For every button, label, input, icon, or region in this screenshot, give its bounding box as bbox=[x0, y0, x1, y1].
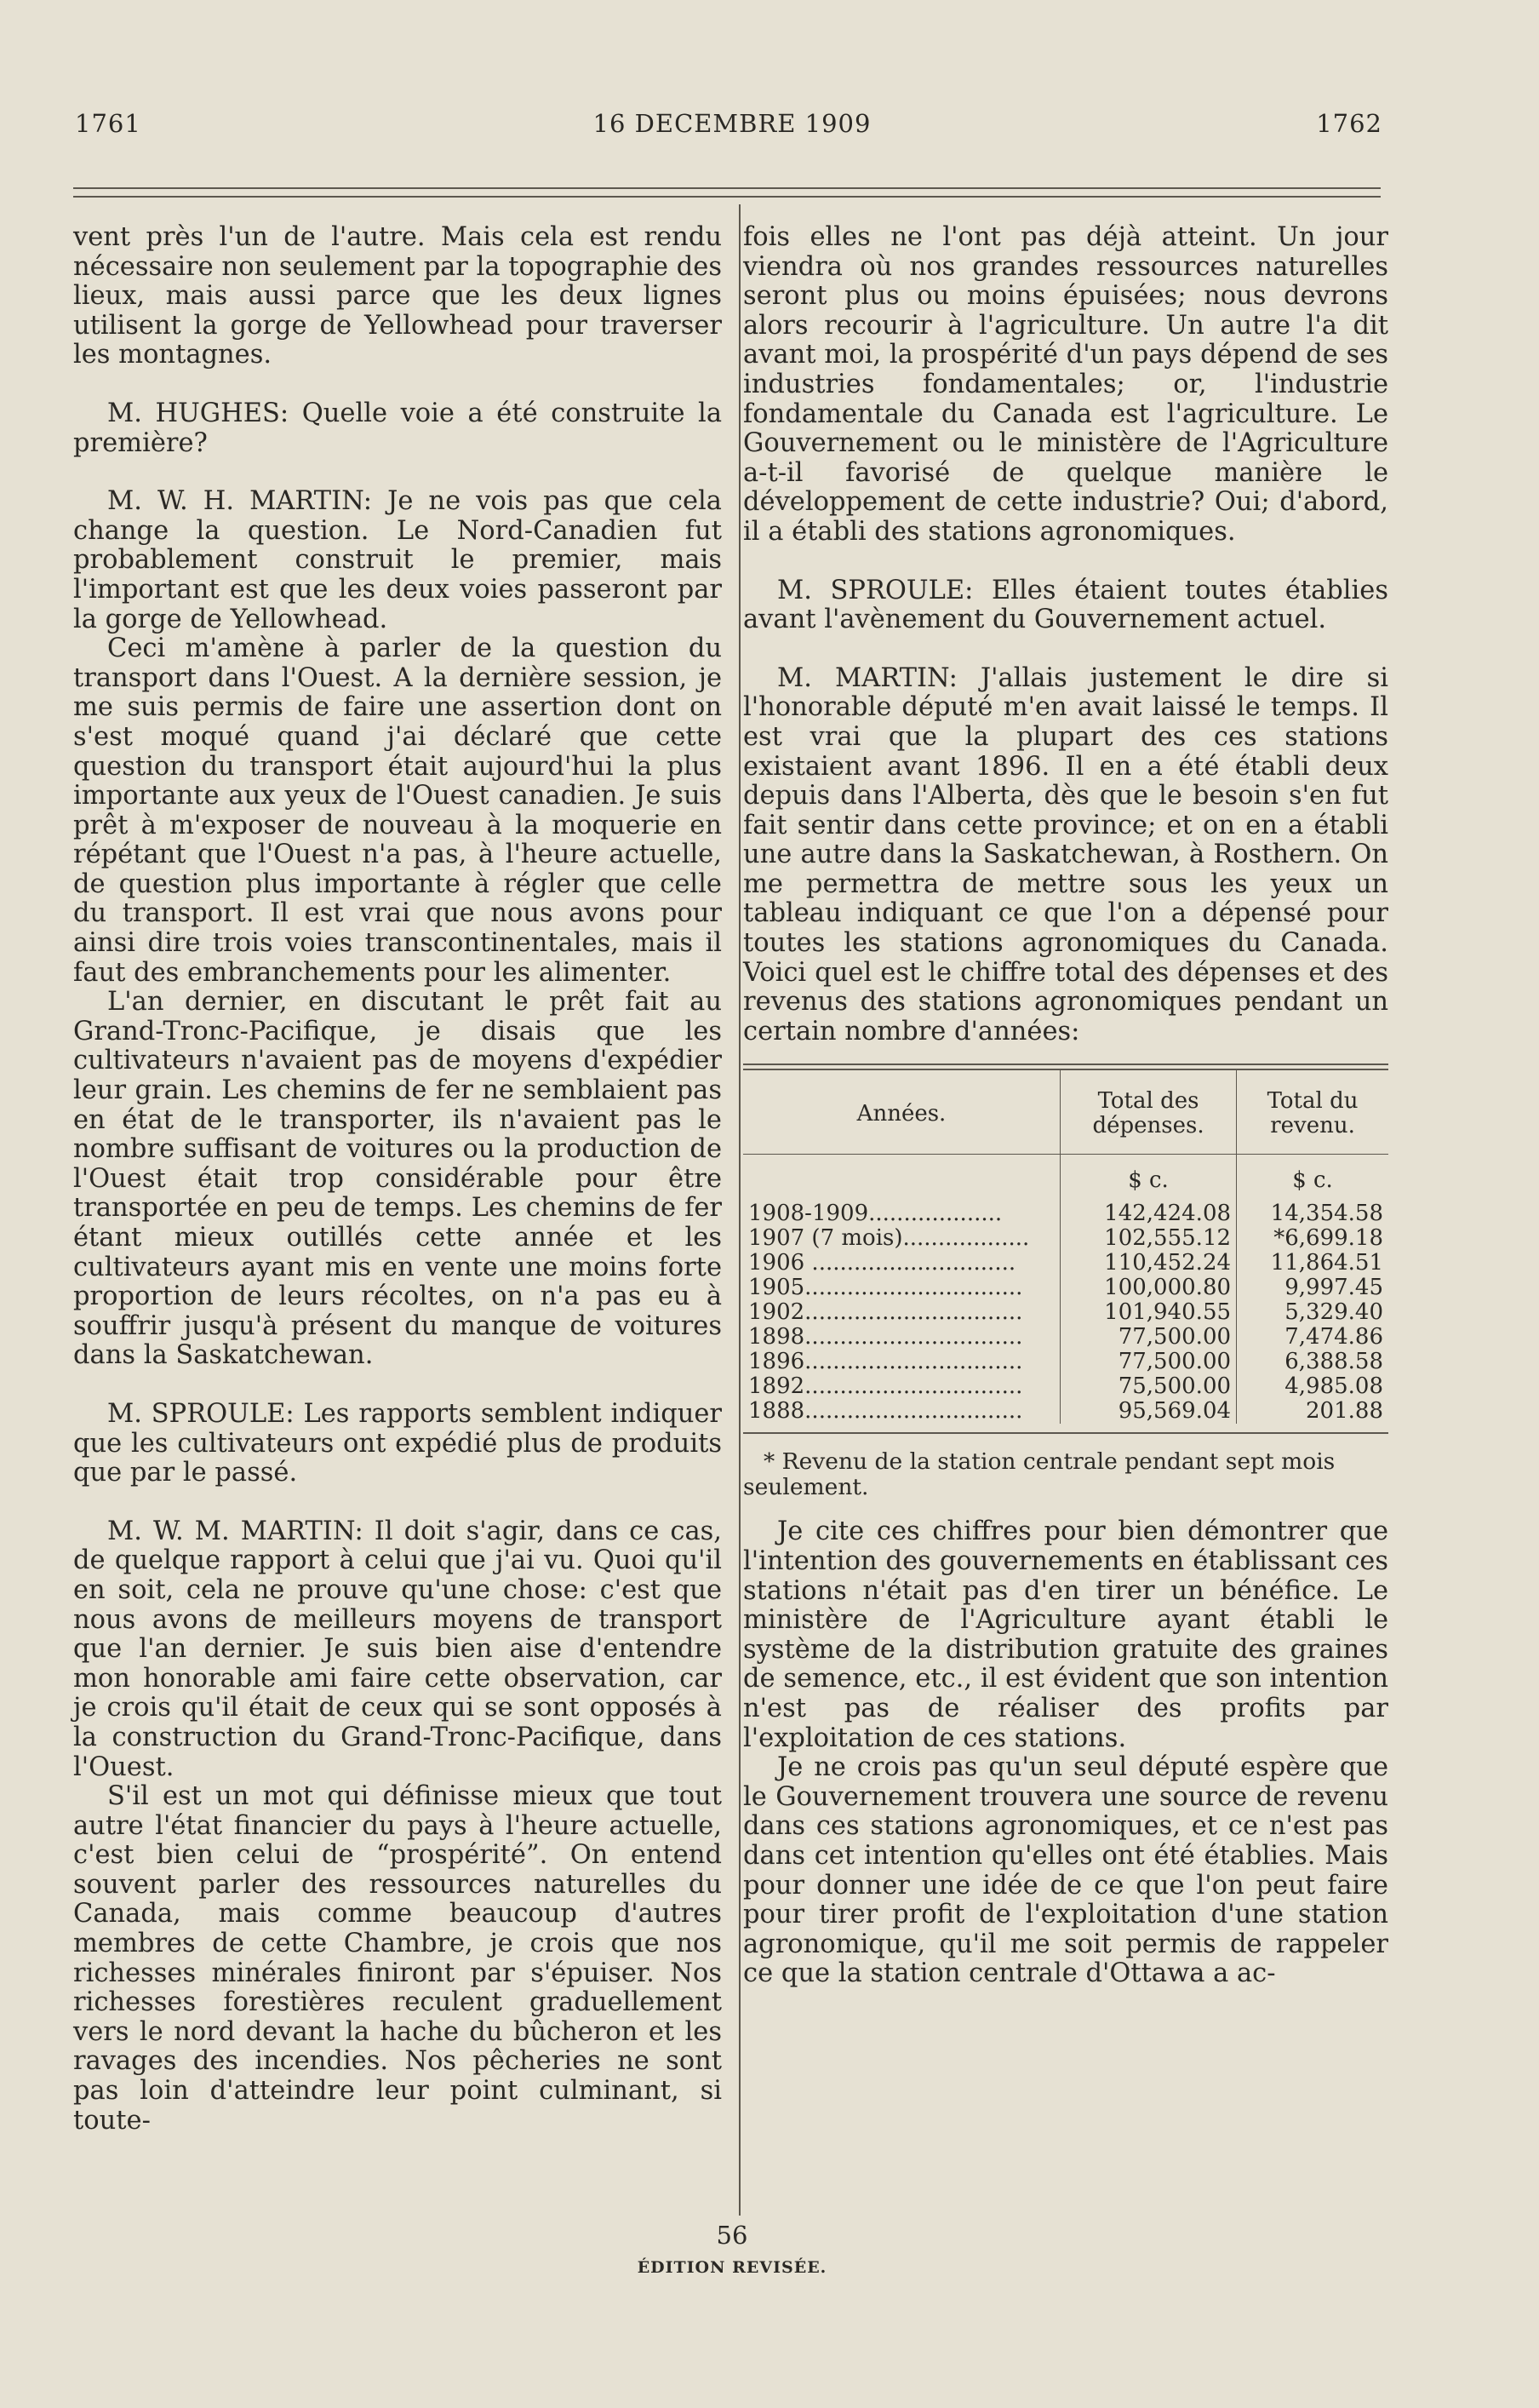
revenue-cell: 11,864.51 bbox=[1237, 1251, 1388, 1276]
table-row bbox=[743, 1226, 1388, 1251]
table-row bbox=[743, 1374, 1388, 1399]
year-cell: 1888............................... bbox=[748, 1398, 1023, 1425]
table-top-rule bbox=[743, 1064, 1388, 1065]
year-cell: 1906 ............................. bbox=[748, 1250, 1016, 1276]
paragraph: S'il est un mot qui définisse mieux que tout autre l'état financier du pays à l'heure actuelle, c'est bien celui de “prospérité”. On entend souvent parler des ressources naturelles du Canada, mais comme beaucoup d'autres membres de cette Chambre, je crois que nos richesses minérales finiront par s'épuiser. Nos richesses forestières reculent graduellement vers le nord devant la hache du bûcheron et les ravages des incendies. Nos pêcheries ne sont pas loin d'atteindre leur point culminant, si toute- bbox=[73, 1781, 722, 2136]
column-divider bbox=[739, 204, 741, 2216]
paragraph: M. SPROULE: Elles étaient toutes établies avant l'avènement du Gouvernement actuel. bbox=[743, 575, 1388, 635]
revenue-cell: 4,985.08 bbox=[1237, 1374, 1388, 1399]
table-row bbox=[743, 1276, 1388, 1300]
units-row bbox=[743, 1156, 1388, 1201]
year-cell: 1908-1909................... bbox=[748, 1201, 1003, 1227]
year-cell: 1898............................... bbox=[748, 1324, 1023, 1350]
page-date-header: 16 DECEMBRE 1909 bbox=[592, 109, 872, 138]
year-cell: 1905............................... bbox=[748, 1275, 1023, 1301]
expenditure-table bbox=[743, 1064, 1388, 1434]
units-cell bbox=[743, 1156, 1061, 1201]
paragraph: L'an dernier, en discutant le prêt fait au Grand-Tronc-Pacifique, je disais que les cultivateurs n'avaient pas de moyens d'expédier leur grain. Les chemins de fer ne semblaient pas en état de le transporter, ils n'avaient pas le nombre suffisant de voitures ou la production de l'Ouest était trop considérable pour être transportée en peu de temps. Les chemins de fer étant mieux outillés cette année et les cultivateurs ayant mis en vente une moins forte proportion de leurs récoltes, on n'a pas eu à souffrir jusqu'à présent du manque de voitures dans la Saskatchewan. bbox=[73, 987, 722, 1371]
table-footnote: * Revenu de la station centrale pendant sept mois seulement. bbox=[743, 1448, 1336, 1501]
expenses-cell: 77,500.00 bbox=[1061, 1325, 1237, 1350]
expenses-cell: 102,555.12 bbox=[1061, 1226, 1237, 1251]
year-cell: 1902............................... bbox=[748, 1299, 1023, 1326]
revenue-cell: 9,997.45 bbox=[1237, 1276, 1388, 1300]
paragraph: fois elles ne l'ont pas déjà atteint. Un jour viendra où nos grandes ressources naturelles seront plus ou moins épuisées; nous devrons alors recourir à l'agriculture. Un autre l'a dit avant moi, la prospérité d'un pays dépend de ses industries fondamentales; or, l'industrie fondamentale du Canada est l'agriculture. Le Gouvernement ou le ministère de l'Agriculture a-t-il favorisé de quelque manière le développement de cette industrie? Oui; d'abord, il a établi des stations agronomiques. bbox=[743, 222, 1388, 547]
header-revenue: Total du revenu. bbox=[1237, 1070, 1388, 1155]
right-page-number: 1762 bbox=[1316, 109, 1382, 138]
expenses-cell: 100,000.80 bbox=[1061, 1276, 1237, 1300]
header-rule bbox=[73, 187, 1381, 189]
expenses-cell: 110,452.24 bbox=[1061, 1251, 1237, 1276]
table-header-row bbox=[743, 1070, 1388, 1155]
expenses-cell: 95,569.04 bbox=[1061, 1399, 1237, 1424]
revenue-cell: 7,474.86 bbox=[1237, 1325, 1388, 1350]
revenue-cell: 201.88 bbox=[1237, 1399, 1388, 1424]
year-cell: 1907 (7 mois).................. bbox=[748, 1225, 1030, 1252]
units-cell: $ c. bbox=[1237, 1156, 1388, 1201]
revenue-cell: 5,329.40 bbox=[1237, 1300, 1388, 1325]
paragraph: Ceci m'amène à parler de la question du transport dans l'Ouest. A la dernière session, je me suis permis de faire une assertion dont on s'est moqué quand j'ai déclaré que cette question du transport était aujourd'hui la plus importante aux yeux de l'Ouest canadien. Je suis prêt à m'exposer de nouveau à la moquerie en répétant que l'Ouest n'a pas, à l'heure actuelle, de question plus importante à régler que celle du transport. Il est vrai que nous avons pour ainsi dire trois voies transcontinentales, mais il faut des embranchements pour les alimenter. bbox=[73, 634, 722, 988]
table-row bbox=[743, 1201, 1388, 1226]
header-years: Années. bbox=[856, 1100, 947, 1127]
paragraph: Je cite ces chiffres pour bien démontrer que l'intention des gouvernements en établissant ces stations n'était pas d'en tirer un bénéfice. Le ministère de l'Agriculture ayant établi le système de la distribution gratuite des graines de semence, etc., il est évident que son intention n'est pas de réaliser des profits par l'exploitation de ces stations. bbox=[743, 1516, 1388, 1753]
year-cell: 1892............................... bbox=[748, 1373, 1023, 1400]
year-cell: 1896............................... bbox=[748, 1349, 1023, 1375]
left-column bbox=[73, 223, 722, 2136]
table-bottom-rule bbox=[743, 1432, 1388, 1434]
paragraph: vent près l'un de l'autre. Mais cela est rendu nécessaire non seulement par la topographie des lieux, mais aussi parce que les deux lignes utilisent la gorge de Yellowhead pour traverser les montagnes. bbox=[73, 222, 722, 370]
edition-label: ÉDITION REVISÉE. bbox=[637, 2258, 827, 2277]
table-row bbox=[743, 1399, 1388, 1424]
paragraph: M. W. H. MARTIN: Je ne vois pas que cela change la question. Le Nord-Canadien fut probablement construit le premier, mais l'important est que les deux voies passeront par la gorge de Yellowhead. bbox=[73, 486, 722, 634]
header-rule bbox=[73, 196, 1381, 198]
right-column bbox=[743, 223, 1388, 1989]
table-row bbox=[743, 1325, 1388, 1350]
page-number: 56 bbox=[716, 2221, 748, 2250]
units-cell: $ c. bbox=[1061, 1156, 1237, 1201]
expenses-cell: 77,500.00 bbox=[1061, 1350, 1237, 1374]
paragraph: M. SPROULE: Les rapports semblent indiquer que les cultivateurs ont expédié plus de produits que par le passé. bbox=[73, 1398, 722, 1488]
paragraph: M. MARTIN: J'allais justement le dire si l'honorable député m'en avait laissé le temps. Il est vrai que la plupart des ces stations existaient avant 1896. Il en a été établi deux depuis dans l'Alberta, dès que le besoin s'en fut fait sentir dans cette province; et on en a établi une autre dans la Saskatchewan, à Rosthern. On me permettra de mettre sous les yeux un tableau indiquant ce que l'on a dépensé pour toutes les stations agronomiques du Canada. Voici quel est le chiffre total des dépenses et des revenus des stations agronomiques pendant un certain nombre d'années: bbox=[743, 662, 1388, 1046]
paragraph: Je ne crois pas qu'un seul député espère que le Gouvernement trouvera une source de revenu dans ces stations agronomiques, et ce n'est pas dans cet intention qu'elles ont été établies. Mais pour donner une idée de ce que l'on peut faire pour tirer profit de l'exploitation d'une station agronomique, qu'il me soit permis de rappeler ce que la station centrale d'Ottawa a ac- bbox=[743, 1752, 1388, 1989]
table-row bbox=[743, 1350, 1388, 1374]
expenses-cell: 101,940.55 bbox=[1061, 1300, 1237, 1325]
table-row bbox=[743, 1251, 1388, 1276]
revenue-cell: 14,354.58 bbox=[1237, 1201, 1388, 1226]
paragraph: M. HUGHES: Quelle voie a été construite la première? bbox=[73, 398, 722, 458]
header-expenses: Total des dépenses. bbox=[1061, 1070, 1237, 1155]
expenses-cell: 142,424.08 bbox=[1061, 1201, 1237, 1226]
expenses-cell: 75,500.00 bbox=[1061, 1374, 1237, 1399]
revenue-cell: 6,388.58 bbox=[1237, 1350, 1388, 1374]
left-page-number: 1761 bbox=[75, 109, 141, 138]
paragraph: M. W. M. MARTIN: Il doit s'agir, dans ce cas, de quelque rapport à celui que j'ai vu. Quoi qu'il en soit, cela ne prouve qu'une chose: c'est que nous avons de meilleurs moyens de transport que l'an dernier. Je suis bien aise d'entendre mon honorable ami faire cette observation, car je crois qu'il était de ceux qui se sont opposés à la construction du Grand-Tronc-Pacifique, dans l'Ouest. bbox=[73, 1516, 722, 1782]
revenue-cell: *6,699.18 bbox=[1237, 1226, 1388, 1251]
table-row bbox=[743, 1300, 1388, 1325]
